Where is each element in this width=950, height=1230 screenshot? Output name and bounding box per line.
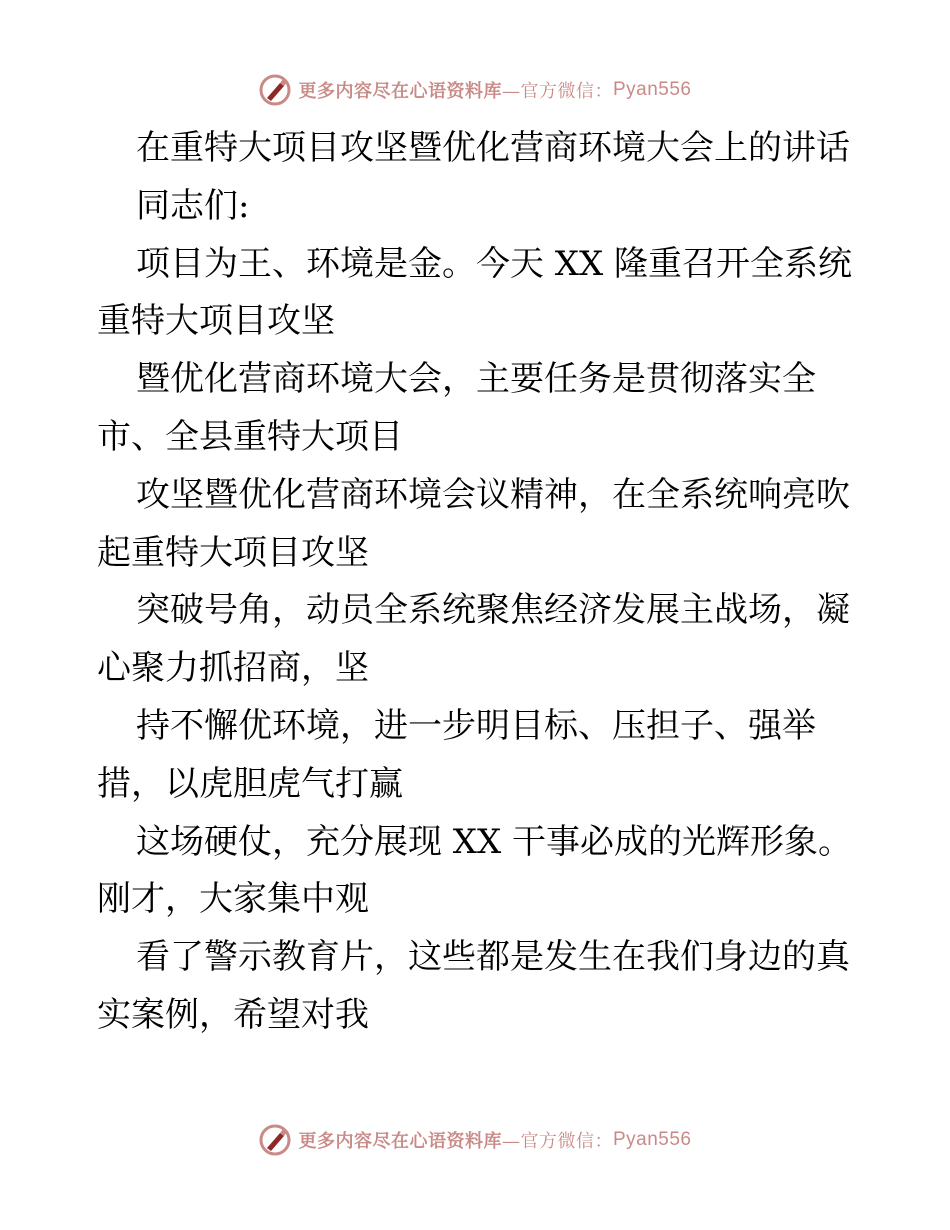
text-line: 市、全县重特大项目 (97, 416, 403, 457)
header-banner-wechat-id: Pyan556 (612, 79, 692, 100)
text-line: 持不懈优环境，进一步明目标、压担子、强举 (136, 705, 816, 746)
pen-logo-icon (258, 1123, 292, 1157)
footer-banner (0, 1120, 950, 1160)
footer-banner-main-text: 更多内容尽在心语资料库 (298, 1131, 502, 1152)
text-line: 重特大项目攻坚 (97, 301, 335, 342)
text-line: 起重特大项目攻坚 (97, 532, 369, 573)
header-banner-main-text: 更多内容尽在心语资料库 (298, 81, 502, 102)
salutation: 同志们: (136, 185, 250, 226)
text-line: 实案例，希望对我 (97, 994, 369, 1035)
document-title: 在重特大项目攻坚暨优化营商环境大会上的讲话 (136, 128, 850, 168)
text-line: 这场硬仗，充分展现 XX 干事必成的光辉形象。 (136, 821, 853, 862)
text-line: 心聚力抓招商，坚 (97, 648, 369, 689)
text-line: 看了警示教育片，这些都是发生在我们身边的真 (136, 937, 850, 978)
text-line: 突破号角，动员全系统聚焦经济发展主战场，凝 (136, 590, 850, 631)
text-line: 攻坚暨优化营商环境会议精神，在全系统响亮吹 (136, 474, 850, 515)
text-line: 项目为王、环境是金。今天 XX 隆重召开全系统 (136, 243, 853, 284)
header-banner-sub-text: —官方微信： (501, 81, 613, 102)
footer-banner-sub-text: —官方微信： (501, 1131, 613, 1152)
text-line: 暨优化营商环境大会，主要任务是贯彻落实全 (136, 359, 816, 400)
header-banner (0, 70, 950, 110)
text-line: 刚才，大家集中观 (97, 879, 369, 920)
document-body (97, 120, 857, 1045)
pen-logo-icon (258, 73, 292, 107)
text-line: 措，以虎胆虎气打赢 (97, 763, 403, 804)
footer-banner-wechat-id: Pyan556 (612, 1129, 692, 1150)
